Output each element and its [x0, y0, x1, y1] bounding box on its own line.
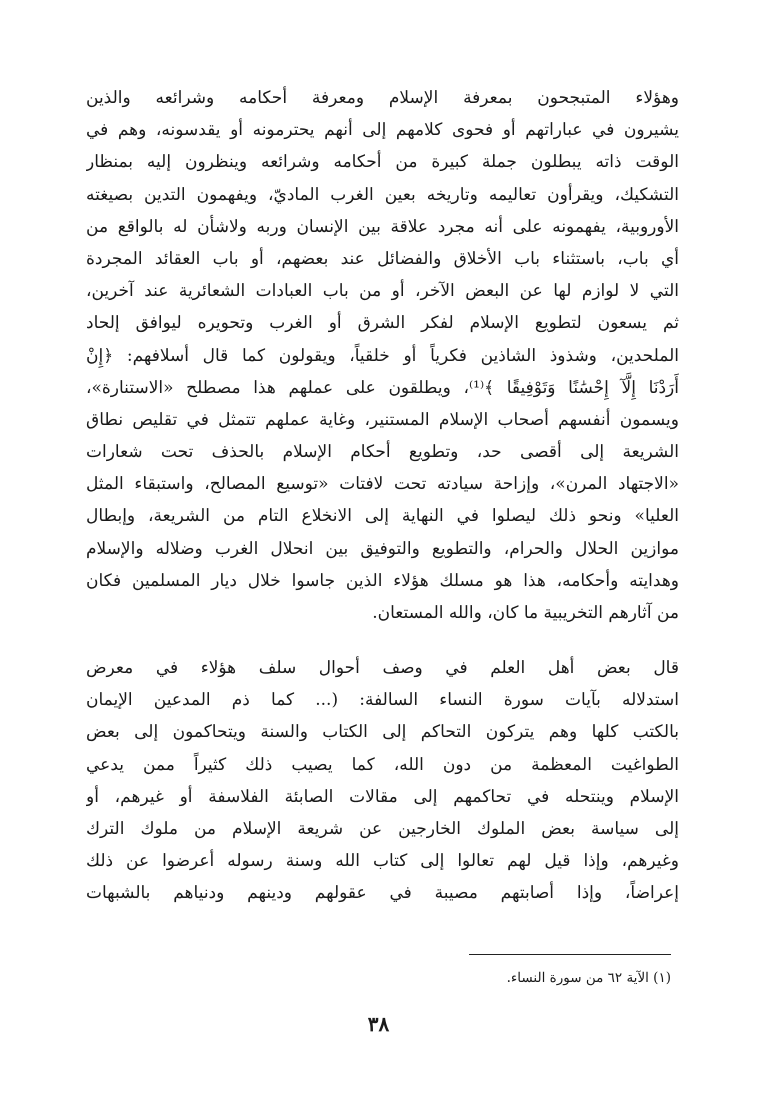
text-line: إلى سياسة بعض الملوك الخارجين عن شريعة الإسلام من ملوك الترك — [86, 818, 679, 839]
text-line: استدلاله بآيات سورة النساء السالفة: (... كما ذم المدعين الإيمان — [86, 690, 679, 711]
text-line: الإسلام وينتحله في تحاكمهم إلى مقالات الصابئة الفلاسفة أو غيرهم، أو — [86, 786, 679, 807]
text-line: التشكيك، ويقرأون تعاليمه وتاريخه بعين الغرب الماديّ، ويفهمون التدين بصيغته — [86, 184, 679, 205]
text-line: أي باب، باستثناء باب الأخلاق والفضائل عند بعضهم، أو باب العقائد المجردة — [86, 248, 679, 269]
text-line: بالكتب كلها وهم يتركون التحاكم إلى الكتاب والسنة ويتحاكمون إلى بعض — [86, 722, 679, 743]
footnote: (١) الآية ٦٢ من سورة النساء. — [506, 970, 671, 986]
text-line: الوقت ذاته يبطلون جملة كبيرة من أحكامه وشرائعه وينظرون إليه بمنظار — [86, 152, 679, 173]
paragraph-2 — [86, 652, 679, 910]
text-line: الشريعة إلى أقصى حد، وتطويع أحكام الإسلام بالحذف تحت شعارات — [86, 442, 679, 463]
text-line: إعراضاً، وإذا أصابتهم مصيبة في عقولهم ودينهم ودنياهم بالشبهات — [86, 883, 679, 904]
text-line: الملحدين، وشذوذ الشاذين فكرياً أو خلقياً، ويقولون كما قال أسلافهم: ﴿إِنْ — [86, 345, 679, 366]
text-line: «الاجتهاد المرن»، وإزاحة سيادته تحت لافتات «توسيع المصالح، واستبقاء المثل — [86, 474, 679, 495]
text-line: وغيرهم، وإذا قيل لهم تعالوا إلى كتاب الله وسنة رسوله أعرضوا عن ذلك — [86, 851, 679, 872]
text-line: أَرَدْنَا إِلَّآ إِحْسَٰنًا وَتَوْفِيقًا ﴾⁽¹⁾، ويطلقون على عملهم هذا مصطلح «الاستنارة»، — [86, 377, 679, 398]
text-line: ويسمون أنفسهم أصحاب الإسلام المستنير، وغاية عملهم تتمثل في تقليص نطاق — [86, 409, 679, 430]
text-line: التي لا لوازم لها عن البعض الآخر، أو من باب العبادات الشعائرية عند آخرين، — [86, 281, 679, 302]
text-line: قال بعض أهل العلم في وصف أحوال سلف هؤلاء في معرض — [86, 658, 679, 678]
page-number: ٣٨ — [367, 1012, 390, 1036]
text-line: ثم يسعون لتطويع الإسلام لفكر الشرق أو الغرب وتحويره ليوافق إلحاد — [86, 313, 679, 334]
text-line: من آثارهم التخريبية ما كان، والله المستعان. — [372, 603, 679, 623]
footnote-divider — [469, 954, 671, 955]
text-line: يشيرون في عباراتهم أو فحوى كلامهم إلى أنهم يحترمونه أو يقدسونه، وهم في — [86, 120, 679, 141]
text-line: وهدايته وأحكامه، هذا هو مسلك هؤلاء الذين جاسوا خلال ديار المسلمين فكان — [86, 570, 679, 591]
text-line: الطواغيت المعظمة من دون الله، كما يصيب ذلك كثيراً ممن يدعي — [86, 754, 679, 775]
text-line: موازين الحلال والحرام، والتطويع والتوفيق بين انحلال الغرب وضلاله والإسلام — [86, 538, 679, 559]
text-line: وهؤلاء المتبجحون بمعرفة الإسلام ومعرفة أحكامه وشرائعه والذين — [86, 88, 679, 108]
paragraph-1 — [86, 82, 679, 629]
text-line: الأوروبية، يفهمونه على أنه مجرد علاقة بين الإنسان وربه ولاشأن له بالواقع من — [86, 216, 679, 237]
text-line: العليا» ونحو ذلك ليصلوا في النهاية إلى الانخلاع التام من الشريعة، وإبطال — [86, 506, 679, 527]
